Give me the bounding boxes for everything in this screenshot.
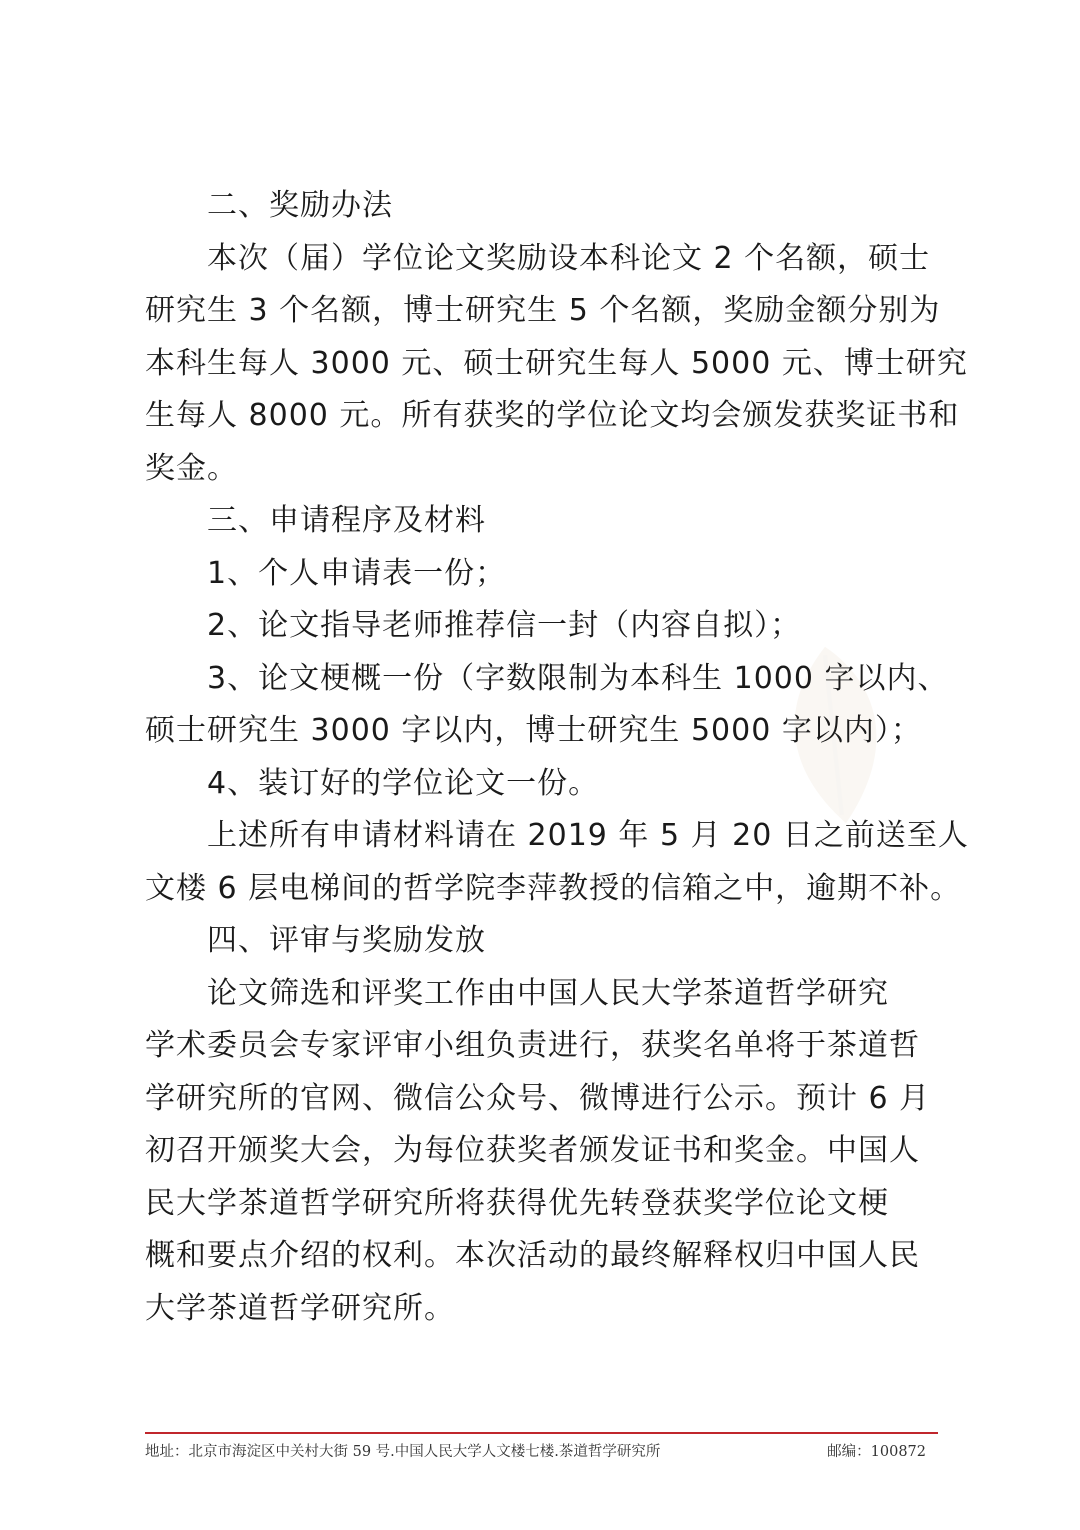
paragraph-line: 奖金。: [145, 450, 238, 486]
paragraph-line: 初召开颁奖大会，为每位获奖者颁发证书和奖金。中国人: [145, 1133, 920, 1168]
list-item: 1、个人申请表一份；: [207, 555, 507, 591]
footer-divider: [145, 1432, 938, 1434]
section-heading-application: 三、申请程序及材料: [207, 503, 486, 538]
list-item: 2、论文指导老师推荐信一封（内容自拟）；: [207, 608, 802, 643]
section-heading-rewards: 二、奖励办法: [207, 188, 393, 223]
paragraph-line: 本次（届）学位论文奖励设本科论文 2 个名额，硕士: [207, 240, 931, 276]
paragraph-line: 研究生 3 个名额，博士研究生 5 个名额，奖励金额分别为: [145, 293, 941, 328]
paragraph-line: 文楼 6 层电梯间的哲学院李萍教授的信箱之中，逾期不补。: [145, 870, 962, 906]
paragraph-line: 概和要点介绍的权利。本次活动的最终解释权归中国人民: [145, 1238, 920, 1273]
paragraph-line: 生每人 8000 元。所有获奖的学位论文均会颁发获奖证书和: [145, 398, 960, 433]
paragraph-line: 本科生每人 3000 元、硕士研究生每人 5000 元、博士研究: [145, 345, 968, 381]
footer-address: 地址：北京市海淀区中关村大街 59 号.中国人民大学人文楼七楼.茶道哲学研究所: [145, 1444, 661, 1460]
document-body: [145, 180, 969, 1335]
list-item: 3、论文梗概一份（字数限制为本科生 1000 字以内、: [207, 660, 949, 696]
list-item-continuation: 硕士研究生 3000 字以内，博士研究生 5000 字以内）；: [145, 713, 922, 748]
page-footer: [145, 1440, 938, 1464]
footer-postcode: 邮编：100872: [827, 1444, 926, 1460]
section-heading-review: 四、评审与奖励发放: [207, 923, 486, 958]
paragraph-line: 学研究所的官网、微信公众号、微博进行公示。预计 6 月: [145, 1080, 931, 1116]
paragraph-line: 上述所有申请材料请在 2019 年 5 月 20 日之前送至人: [207, 818, 969, 853]
paragraph-line: 论文筛选和评奖工作由中国人民大学茶道哲学研究: [207, 975, 889, 1011]
list-item: 4、装订好的学位论文一份。: [207, 765, 600, 801]
paragraph-line: 民大学茶道哲学研究所将获得优先转登获奖学位论文梗: [145, 1185, 889, 1221]
paragraph-line: 学术委员会专家评审小组负责进行，获奖名单将于茶道哲: [145, 1028, 920, 1063]
paragraph-line: 大学茶道哲学研究所。: [145, 1290, 455, 1326]
